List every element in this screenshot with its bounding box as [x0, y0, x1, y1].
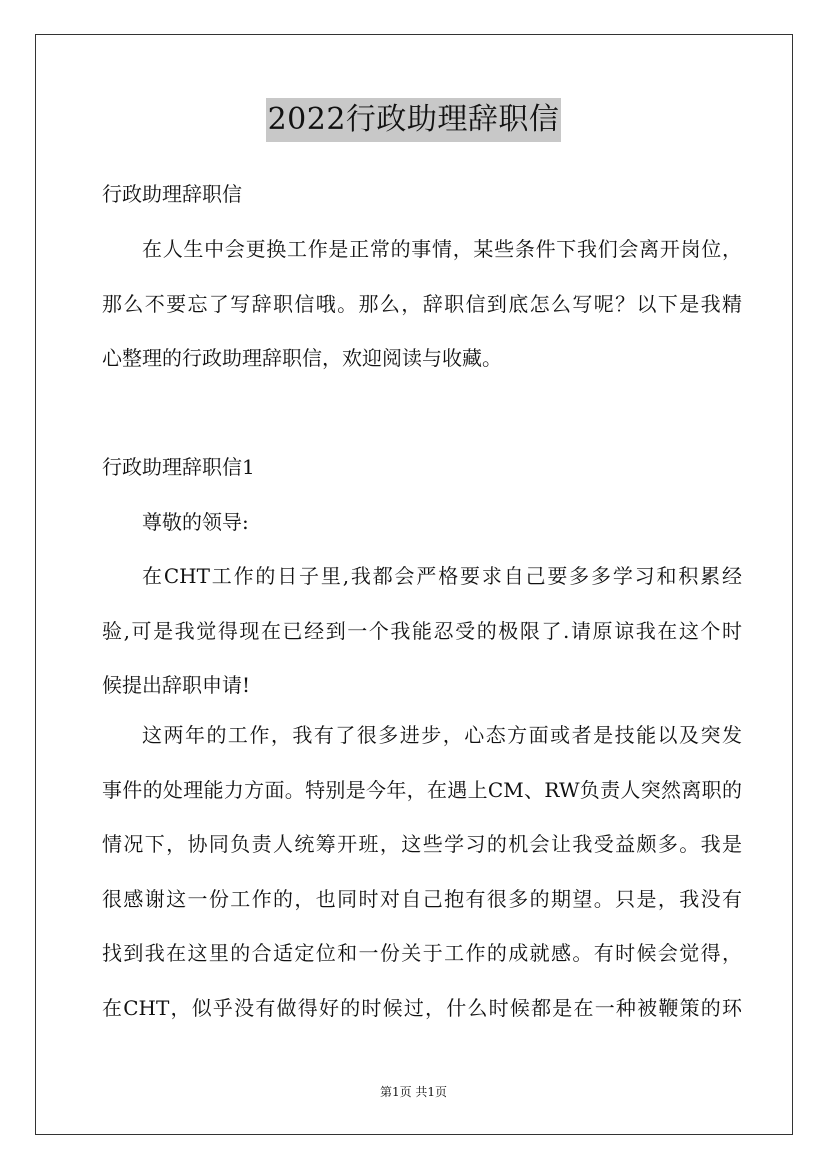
paragraph1-line-3: 候提出辞职申请! — [102, 673, 251, 697]
paragraph1-line-1: 在CHT工作的日子里,我都会严格要求自己要多多学习和积累经 — [142, 564, 742, 588]
salutation: 尊敬的领导: — [142, 510, 249, 534]
section-title: 行政助理辞职信1 — [102, 455, 255, 479]
intro-line-1: 在人生中会更换工作是正常的事情，某些条件下我们会离开岗位， — [142, 237, 742, 261]
paragraph2-line-1: 这两年的工作，我有了很多进步，心态方面或者是技能以及突发 — [142, 723, 742, 747]
paragraph1-line-2: 验,可是我觉得现在已经到一个我能忍受的极限了.请原谅我在这个时 — [102, 619, 742, 643]
paragraph2-line-3: 情况下，协同负责人统筹开班，这些学习的机会让我受益颇多。我是 — [102, 832, 742, 856]
paragraph2-line-2: 事件的处理能力方面。特别是今年，在遇上CM、RW负责人突然离职的 — [102, 778, 742, 802]
paragraph2-line-6: 在CHT，似乎没有做得好的时候过，什么时候都是在一种被鞭策的环 — [102, 996, 742, 1020]
page-footer: 第1页 共1页 — [379, 1085, 448, 1099]
document-subtitle: 行政助理辞职信 — [102, 182, 242, 206]
intro-line-3: 心整理的行政助理辞职信，欢迎阅读与收藏。 — [102, 346, 502, 370]
title-container — [0, 98, 827, 142]
document-title: 2022行政助理辞职信 — [266, 98, 562, 142]
paragraph2-line-5: 找到我在这里的合适定位和一份关于工作的成就感。有时候会觉得， — [102, 941, 742, 965]
paragraph2-line-4: 很感谢这一份工作的，也同时对自己抱有很多的期望。只是，我没有 — [102, 887, 742, 911]
intro-line-2: 那么不要忘了写辞职信哦。那么，辞职信到底怎么写呢？以下是我精 — [102, 292, 742, 316]
